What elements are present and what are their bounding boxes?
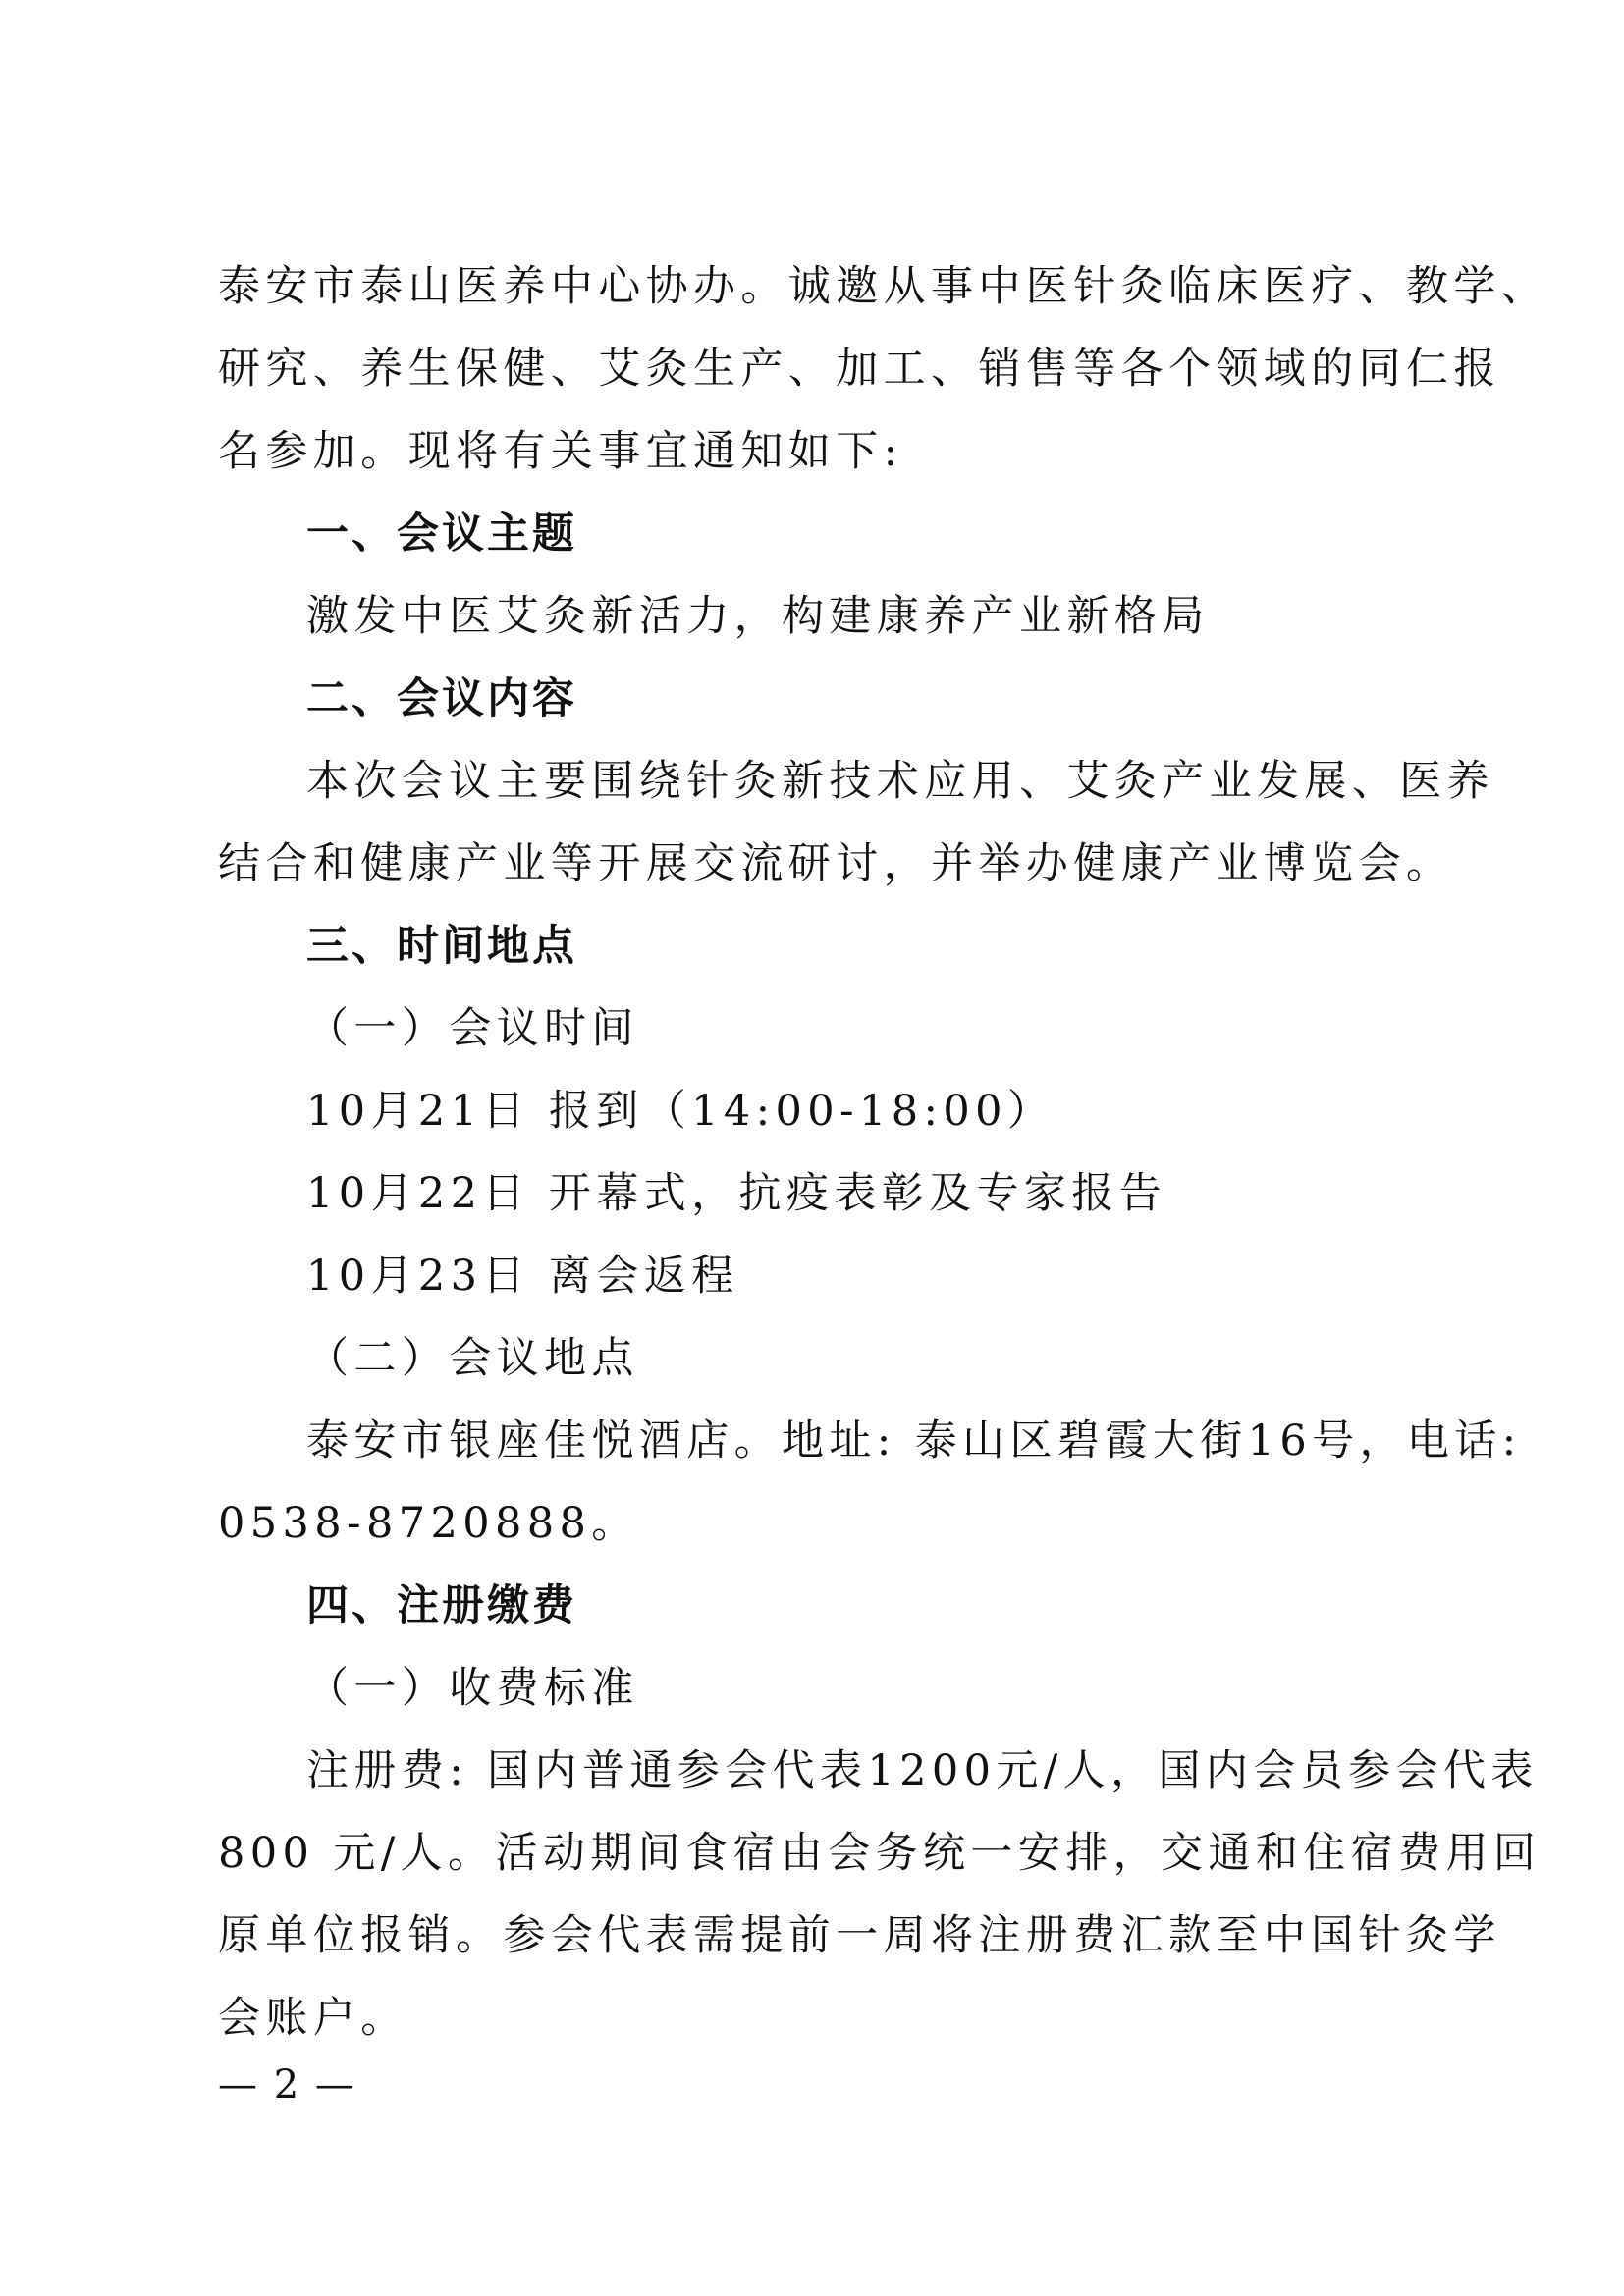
intro-line-3: 名参加。现将有关事宜通知如下:: [218, 427, 903, 476]
section-3-heading: 三、时间地点: [306, 922, 577, 971]
meeting-time-subheading: （一）会议时间: [306, 1004, 639, 1053]
fee-line-2: 800 元/人。活动期间食宿由会务统一安排，交通和住宿费用回: [218, 1829, 1542, 1878]
intro-line-2: 研究、养生保健、艾灸生产、加工、销售等各个领域的同仁报: [218, 345, 1501, 394]
meeting-venue-subheading: （二）会议地点: [306, 1334, 639, 1383]
section-2-heading: 二、会议内容: [306, 674, 577, 723]
schedule-item: 10月21日 报到（14:00-18:00）: [306, 1087, 1056, 1136]
section-2-line-1: 本次会议主要围绕针灸新技术应用、艾灸产业发展、医养: [306, 757, 1494, 806]
section-4-heading: 四、注册缴费: [306, 1581, 577, 1630]
fee-line-4: 会账户。: [218, 1994, 408, 2043]
fee-standard-subheading: （一）收费标准: [306, 1664, 639, 1713]
section-1-text: 激发中医艾灸新活力，构建康养产业新格局: [306, 592, 1210, 641]
fee-line-1: 注册费: 国内普通参会代表1200元/人，国内会员参会代表: [306, 1746, 1539, 1795]
venue-line-2: 0538-8720888。: [218, 1499, 639, 1548]
schedule-item: 10月23日 离会返程: [306, 1252, 739, 1301]
section-2-line-2: 结合和健康产业等开展交流研讨，并举办健康产业博览会。: [218, 839, 1454, 888]
section-1-heading: 一、会议主题: [306, 509, 577, 559]
schedule-item: 10月22日 开幕式，抗疫表彰及专家报告: [306, 1169, 1167, 1218]
intro-line-1: 泰安市泰山医养中心协办。诚邀从事中医针灸临床医疗、教学、: [218, 262, 1549, 311]
fee-line-3: 原单位报销。参会代表需提前一周将注册费汇款至中国针灸学: [218, 1911, 1501, 1960]
venue-line-1: 泰安市银座佳悦酒店。地址: 泰山区碧霞大街16号，电话:: [306, 1416, 1522, 1466]
page-number: — 2 —: [218, 2062, 356, 2108]
